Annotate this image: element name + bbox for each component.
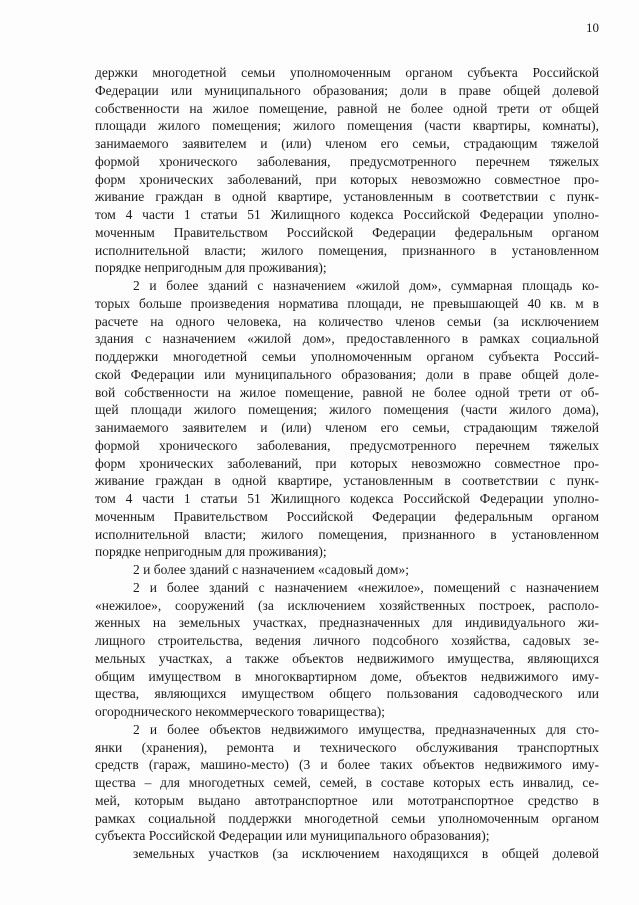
text-line: мей, которым выдано автотранспортное или мототранспортное средство в [95,792,599,808]
text-line: общим имуществом в многоквартирном доме, объектов недвижимого иму- [95,668,599,684]
text-line: вой собственности на жилое помещение, равной не более одной трети от об- [95,384,599,400]
text-line: щей площади жилого помещения; жилого помещения (части жилого дома), [95,402,599,418]
text-line: моченным Правительством Российской Федерации федеральным органом [95,508,599,524]
text-line: расчете на одного человека, на количество членов семьи (за исключением [95,313,599,329]
text-line: щества, являющихся имуществом общего пользования садоводческого или [95,686,599,702]
text-line: янки (хранения), ремонта и технического обслуживания транспортных [95,739,599,755]
text-line: том 4 части 1 статьи 51 Жилищного кодекса Российской Федерации уполно- [95,491,599,506]
paragraph [95,277,599,561]
text-line: здания с назначением «жилой дом», предоставленного в рамках социальной [95,331,599,347]
text-line: моченным Правительством Российской Федерации федеральным органом [95,224,599,240]
text-line: щества – для многодетных семей, семей, в составе которых есть инвалид, се- [95,775,599,790]
text-line: том 4 части 1 статьи 51 Жилищного кодекса Российской Федерации уполно- [95,207,599,222]
text-line: исполнительной власти; жилого помещения, признанного в установленном [95,526,599,542]
text-line: лищного строительства, ведения личного подсобного хозяйства, садовых зе- [95,633,599,648]
text-line: форм хронических заболеваний, при которых невозможно совместное про- [95,171,599,187]
text-line: занимаемого заявителем и (или) членом его семьи, страдающим тяжелой [95,420,599,435]
text-line: формой хронического заболевания, предусмотренного перечнем тяжелых [95,153,599,169]
text-line: женных на земельных участках, предназначенных для индивидуального жи- [95,615,599,631]
text-line: исполнительной власти; жилого помещения, признанного в установленном [95,242,599,258]
text-line: площади жилого помещения; жилого помещения (части квартиры, комнаты), [95,118,599,134]
text-line: мельных участках, а также объектов недвижимого имущества, являющихся [95,650,599,666]
text-line: субъекта Российской Федерации или муниципального образования); [95,828,490,844]
text-line: ской Федерации или муниципального образования; доли в праве общей доле- [95,366,599,382]
text-line: средств (гараж, машино-место) (3 и более таких объектов недвижимого иму- [95,757,599,773]
text-line: рамках социальной поддержки многодетной семьи уполномоченным органом [95,810,599,826]
text-line: поддержки многодетной семьи уполномоченным органом субъекта Россий- [95,349,599,364]
text-line: живание граждан в одной квартире, установленным в соответствии с пунк- [95,189,599,205]
paragraph [95,579,599,721]
text-line: 2 и более зданий с назначением «нежилое», помещений с назначением [133,579,599,595]
text-line: огороднического некоммерческого товарищества); [95,704,386,719]
text-line: 2 и более зданий с назначением «жилой дом», суммарная площадь ко- [133,278,599,293]
text-line: земельных участков (за исключением находящихся в общей долевой [133,846,599,861]
text-line: живание граждан в одной квартире, установленным в соответствии с пунк- [95,473,599,489]
text-line: «нежилое», сооружений (за исключением хозяйственных построек, располо- [95,597,599,613]
text-line: формой хронического заболевания, предусмотренного перечнем тяжелых [95,437,599,453]
text-line: форм хронических заболеваний, при которых невозможно совместное про- [95,455,599,471]
text-line: занимаемого заявителем и (или) членом его семьи, страдающим тяжелой [95,136,599,151]
paragraph [95,561,599,579]
text-line: порядке непригодным для проживания); [95,260,327,276]
text-line: торых больше произведения норматива площади, не превышающей 40 кв. м в [95,295,599,311]
paragraph [95,845,599,863]
document-body [95,64,599,863]
text-line: порядке непригодным для проживания); [95,544,327,560]
text-line: 2 и более зданий с назначением «садовый дом»; [133,562,409,577]
text-line: 2 и более объектов недвижимого имущества, предназначенных для сто- [133,721,599,737]
paragraph [95,721,599,845]
page-number: 10 [586,20,599,35]
text-line: собственности на жилое помещение, равной не более одной трети от общей [95,100,599,116]
text-line: Федерации или муниципального образования; доли в праве общей долевой [95,82,599,98]
paragraph [95,64,599,277]
text-line: держки многодетной семьи уполномоченным органом субъекта Российской [95,65,599,80]
